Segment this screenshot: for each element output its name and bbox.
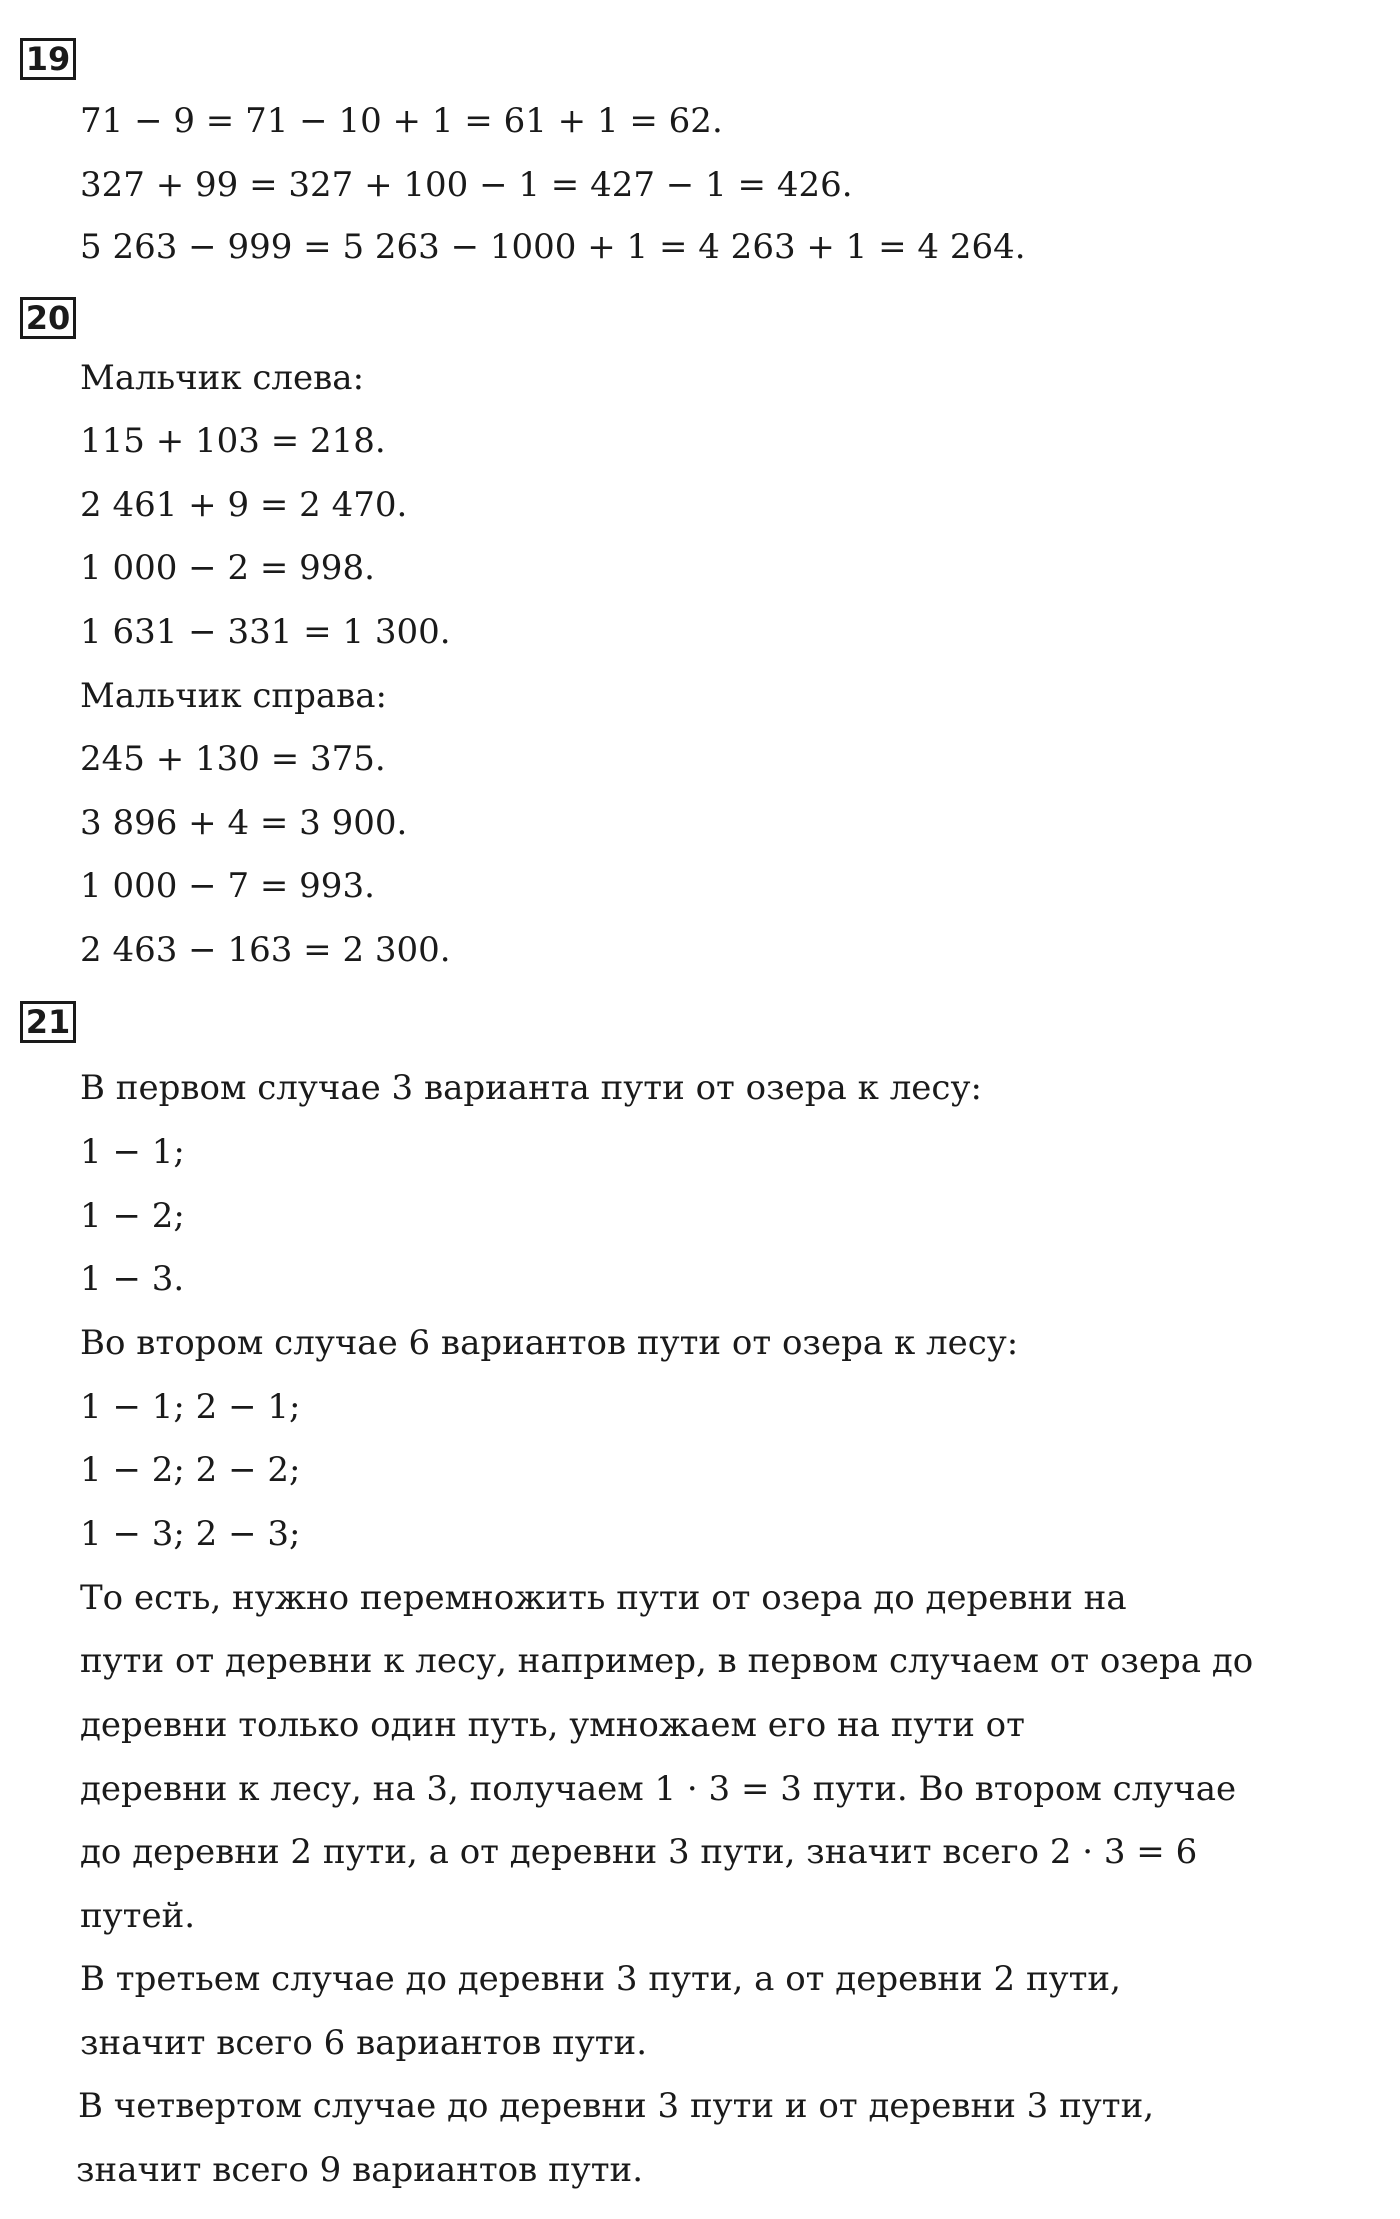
task-number-19: 19 <box>20 38 76 80</box>
task-20-line-8: 3 896 + 4 = 3 900. <box>80 803 408 843</box>
task-20-line-1: Мальчик слева: <box>80 358 365 398</box>
task-21-line-3: 1 − 2; <box>80 1196 185 1236</box>
task-21-line-5: Во втором случае 6 вариантов пути от озера к лесу: <box>80 1323 1019 1363</box>
task-number-20: 20 <box>20 297 76 339</box>
task-21-line-4: 1 − 3. <box>80 1259 185 1299</box>
task-number-21: 21 <box>20 1001 76 1043</box>
task-21-line-8: 1 − 3; 2 − 3; <box>80 1514 301 1554</box>
task-21-line-18: значит всего 9 вариантов пути. <box>76 2150 644 2190</box>
task-21-line-1: В первом случае 3 варианта пути от озера к лесу: <box>80 1068 982 1108</box>
task-21-line-10: пути от деревни к лесу, например, в первом случаем от озера до <box>80 1641 1254 1681</box>
task-21-line-9: То есть, нужно перемножить пути от озера до деревни на <box>80 1578 1127 1618</box>
task-20-line-5: 1 631 − 331 = 1 300. <box>80 612 451 652</box>
task-20-line-4: 1 000 − 2 = 998. <box>80 548 375 588</box>
task-21-line-7: 1 − 2; 2 − 2; <box>80 1450 301 1490</box>
task-21-line-17: В четвертом случае до деревни 3 пути и от деревни 3 пути, <box>78 2086 1155 2126</box>
task-20-line-6: Мальчик справа: <box>80 676 387 716</box>
task-21-line-14: путей. <box>80 1896 196 1936</box>
task-20-line-7: 245 + 130 = 375. <box>80 739 386 779</box>
task-20-line-3: 2 461 + 9 = 2 470. <box>80 485 408 525</box>
task-20-line-10: 2 463 − 163 = 2 300. <box>80 930 451 970</box>
task-20-line-9: 1 000 − 7 = 993. <box>80 866 375 906</box>
task-21-line-16: значит всего 6 вариантов пути. <box>80 2023 648 2063</box>
task-21-line-15: В третьем случае до деревни 3 пути, а от деревни 2 пути, <box>80 1959 1121 1999</box>
task-19-line-2: 327 + 99 = 327 + 100 − 1 = 427 − 1 = 426. <box>80 165 853 205</box>
task-21-line-12: деревни к лесу, на 3, получаем 1 · 3 = 3 пути. Во втором случае <box>80 1769 1237 1809</box>
task-21-line-6: 1 − 1; 2 − 1; <box>80 1387 301 1427</box>
task-21-line-2: 1 − 1; <box>80 1132 185 1172</box>
task-20-line-2: 115 + 103 = 218. <box>80 421 386 461</box>
task-21-line-11: деревни только один путь, умножаем его на пути от <box>80 1705 1025 1745</box>
task-21-line-13: до деревни 2 пути, а от деревни 3 пути, значит всего 2 · 3 = 6 <box>80 1832 1198 1872</box>
task-19-line-3: 5 263 − 999 = 5 263 − 1000 + 1 = 4 263 + 1 = 4 264. <box>80 227 1026 267</box>
task-19-line-1: 71 − 9 = 71 − 10 + 1 = 61 + 1 = 62. <box>80 101 723 141</box>
